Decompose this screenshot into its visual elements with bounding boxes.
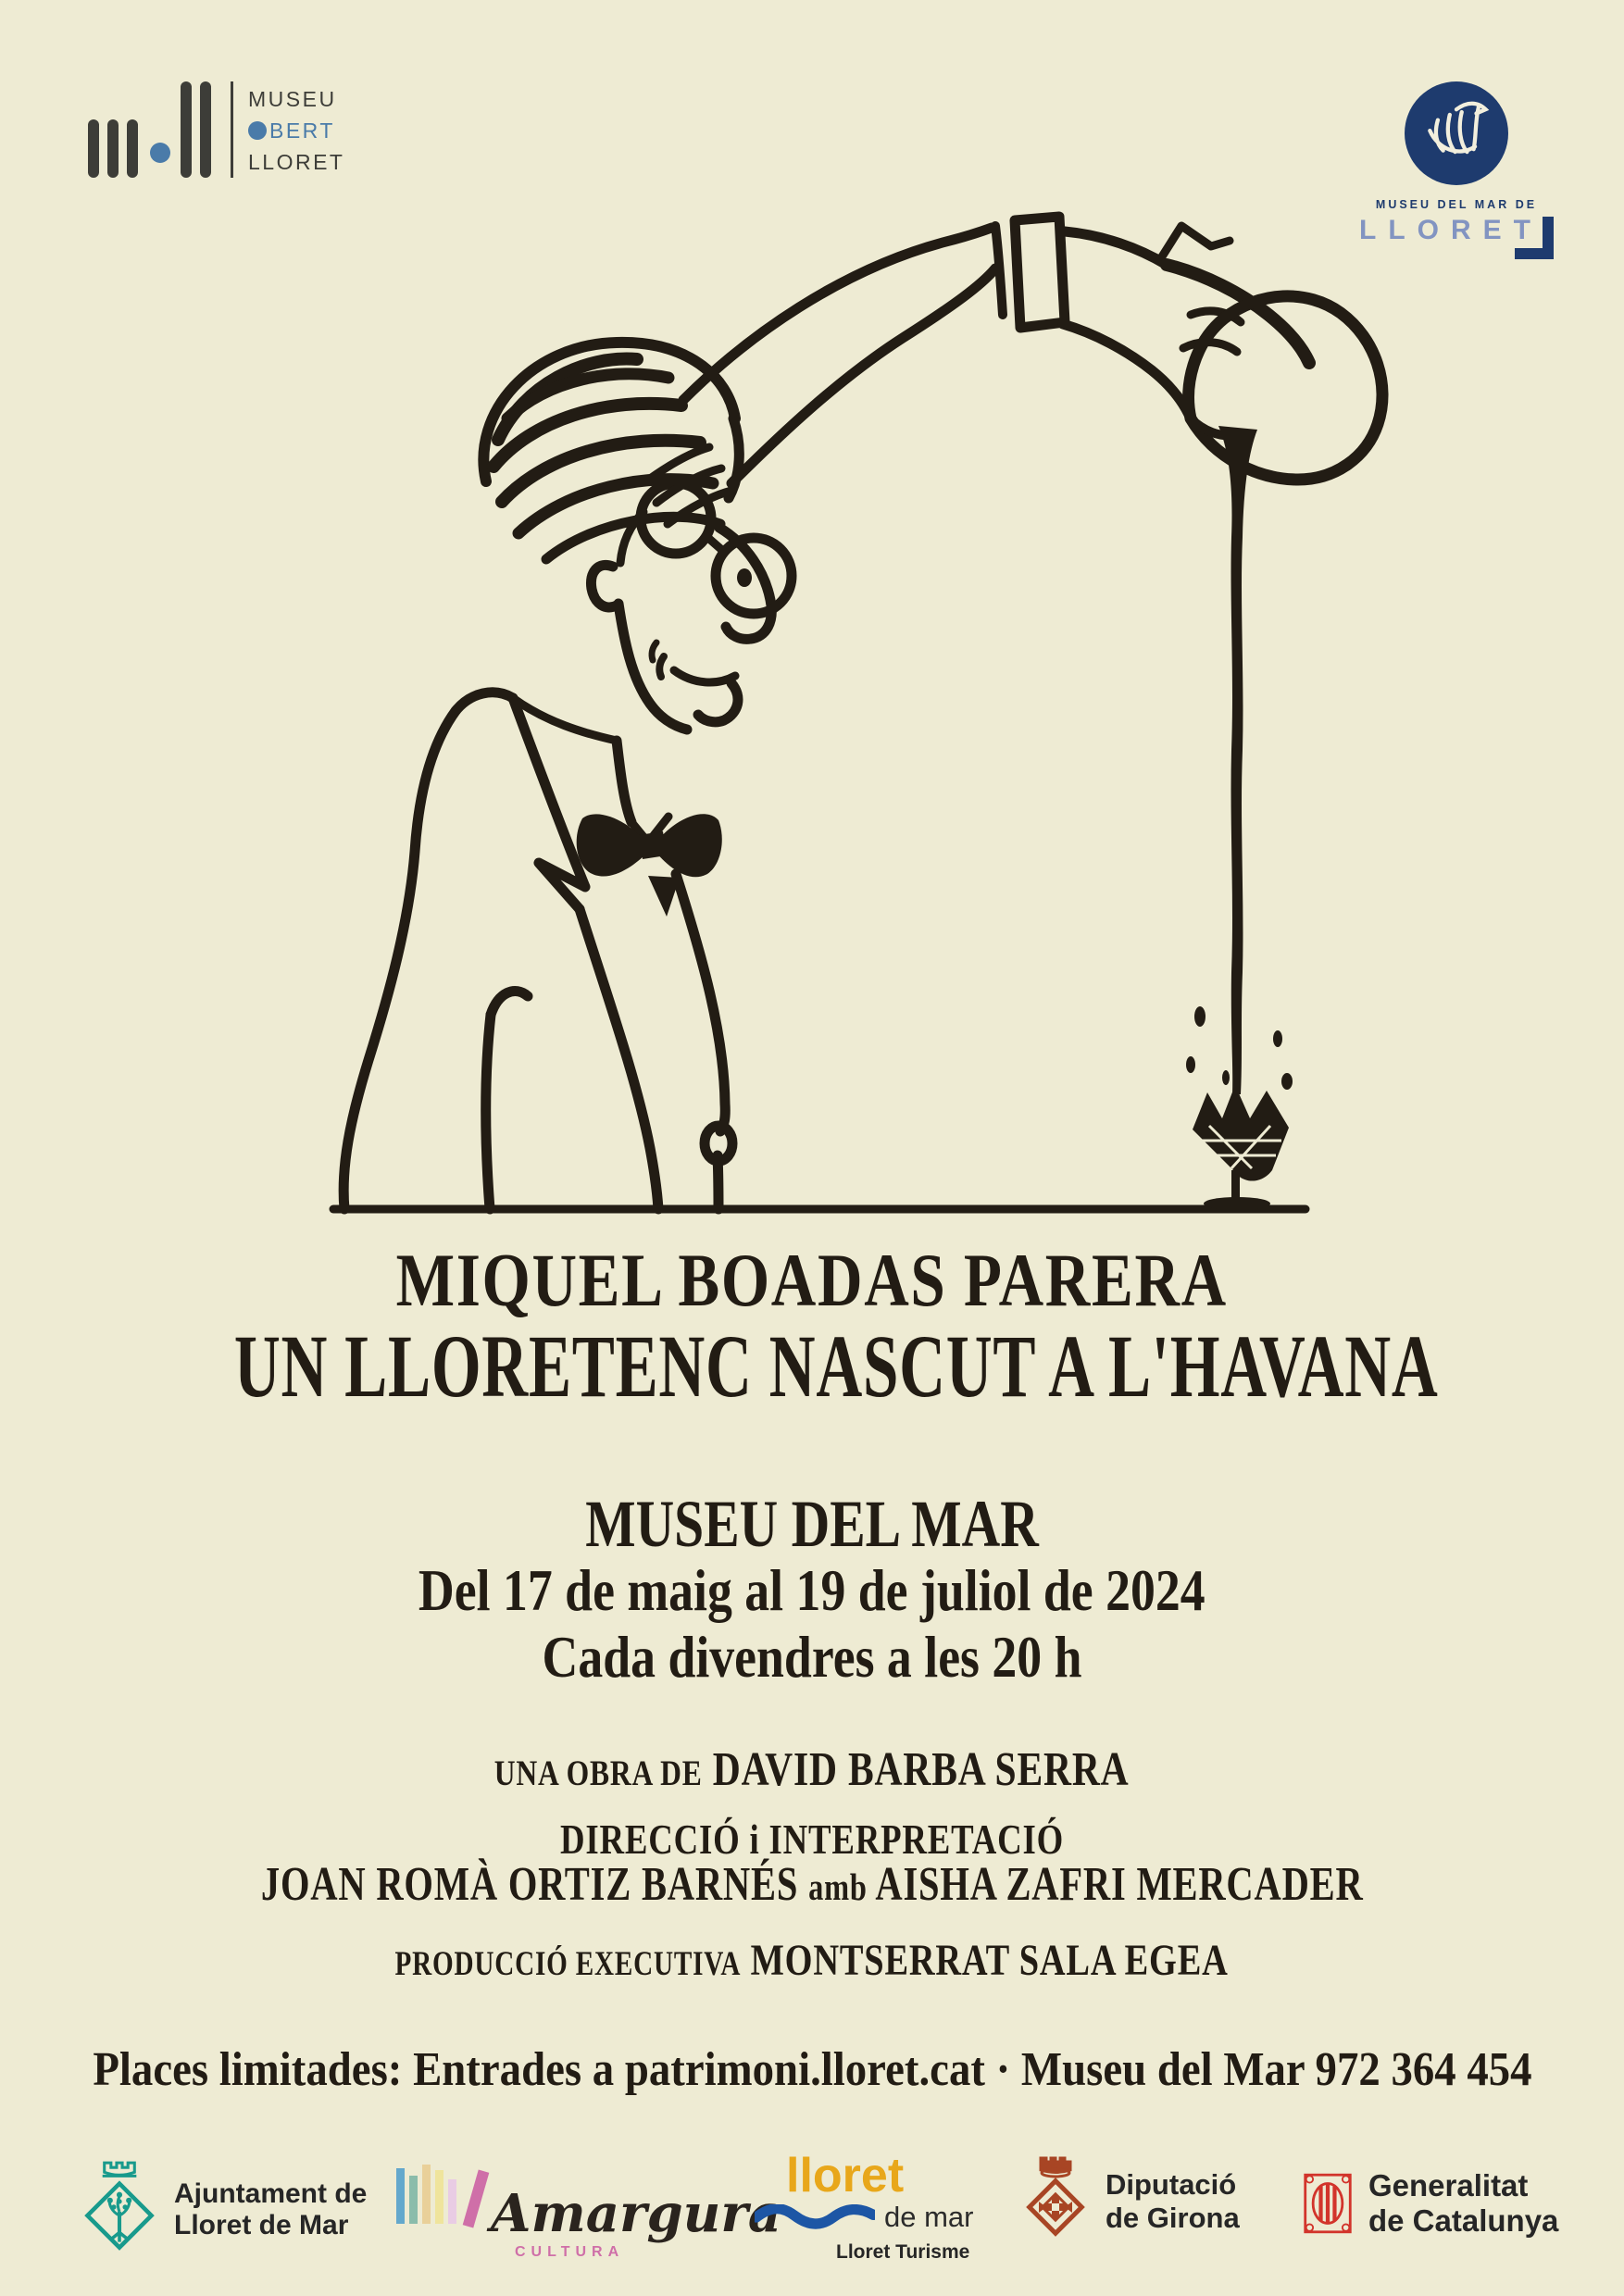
credit-work-label: UNA OBRA DE	[494, 1753, 703, 1793]
cast-with: amb	[807, 1866, 868, 1908]
figure-lines	[333, 217, 1382, 1209]
cast-second: AISHA ZAFRI MERCADER	[875, 1858, 1364, 1911]
sponsor-diputacio-girona	[1024, 2153, 1240, 2250]
museu-obert-logo	[88, 81, 344, 178]
logo-bar	[107, 119, 119, 178]
obert-dot-icon	[248, 121, 267, 140]
logo-divider	[231, 81, 233, 178]
logo-bar	[181, 81, 192, 178]
senyera-icon	[1302, 2171, 1354, 2236]
wave-icon	[755, 2204, 875, 2230]
museu-del-mar-lloret-text: LLORET	[1359, 215, 1543, 245]
lloret-wordmark: lloret	[786, 2149, 905, 2202]
credit-production	[0, 1936, 1624, 1985]
museu-obert-word-obert: BERT	[248, 115, 344, 146]
generalitat-label: Generalitat de Catalunya	[1368, 2168, 1559, 2238]
diputacio-crest-icon	[1024, 2153, 1087, 2250]
logo-bar	[127, 119, 138, 178]
production-label: PRODUCCIÓ EXECUTIVA	[394, 1944, 742, 1982]
amargura-cultura-label: CULTURA	[515, 2244, 625, 2260]
lloret-turisme-label: Lloret Turisme	[836, 2241, 970, 2264]
tickets-info: Places limitades: Entrades a patrimoni.lloret.cat · Museu del Mar 972 364 454	[92, 2043, 1532, 2096]
knuckle	[1159, 226, 1230, 261]
corner-bracket-icon	[1544, 217, 1554, 259]
solid-shapes	[577, 426, 1293, 1210]
sponsor-amargura-cultura	[396, 2165, 782, 2260]
sponsor-lloret-turisme	[755, 2149, 974, 2264]
credit-cast	[0, 1858, 1624, 1911]
schedule: Cada divendres a les 20 h	[542, 1624, 1082, 1690]
ajuntament-label: Ajuntament de Lloret de Mar	[174, 2177, 368, 2240]
diputacio-label: Diputació de Girona	[1106, 2168, 1240, 2234]
logo-bar	[200, 81, 211, 178]
museu-del-mar-small-text: MUSEU DEL MAR DE	[1375, 198, 1538, 211]
cocktail-glass	[1193, 1085, 1289, 1181]
production-name: MONTSERRAT SALA EGEA	[751, 1936, 1230, 1985]
boadas-pouring-illustration	[213, 204, 1417, 1241]
credit-direction-label: DIRECCIÓ i INTERPRETACIÓ	[559, 1816, 1065, 1863]
show-title-heading: UN LLORETENC NASCUT A L'HAVANA	[233, 1316, 1439, 1416]
ship-icon	[1405, 81, 1508, 185]
sponsor-ajuntament-lloret	[81, 2157, 367, 2263]
lloret-de-mar-label: de mar	[884, 2201, 974, 2234]
pour-stream	[1218, 426, 1257, 1094]
person-name-heading: MIQUEL BOADAS PARERA	[395, 1238, 1229, 1322]
venue-heading: MUSEU DEL MAR	[585, 1487, 1039, 1561]
logo-bar	[88, 119, 99, 178]
sleeve-cuff	[1015, 217, 1065, 328]
sponsor-generalitat-catalunya	[1302, 2168, 1558, 2239]
credit-work-author: DAVID BARBA SERRA	[713, 1743, 1130, 1796]
date-range: Del 17 de maig al 19 de juliol de 2024	[418, 1557, 1206, 1623]
cast-main: JOAN ROMÀ ORTIZ BARNÉS	[260, 1858, 798, 1911]
amargura-bars-icon	[396, 2165, 481, 2224]
eye	[737, 568, 752, 587]
museu-obert-wordmark	[248, 83, 344, 178]
logo-dot-icon	[150, 143, 170, 163]
credit-work	[0, 1743, 1624, 1796]
museu-obert-logo-mark-icon	[88, 81, 248, 178]
ajuntament-crest-icon	[81, 2157, 157, 2263]
amargura-wordmark: Amargura	[491, 2182, 782, 2244]
museu-obert-word-lloret: LLORET	[248, 150, 345, 174]
museu-obert-word-museu: MUSEU	[248, 87, 337, 111]
